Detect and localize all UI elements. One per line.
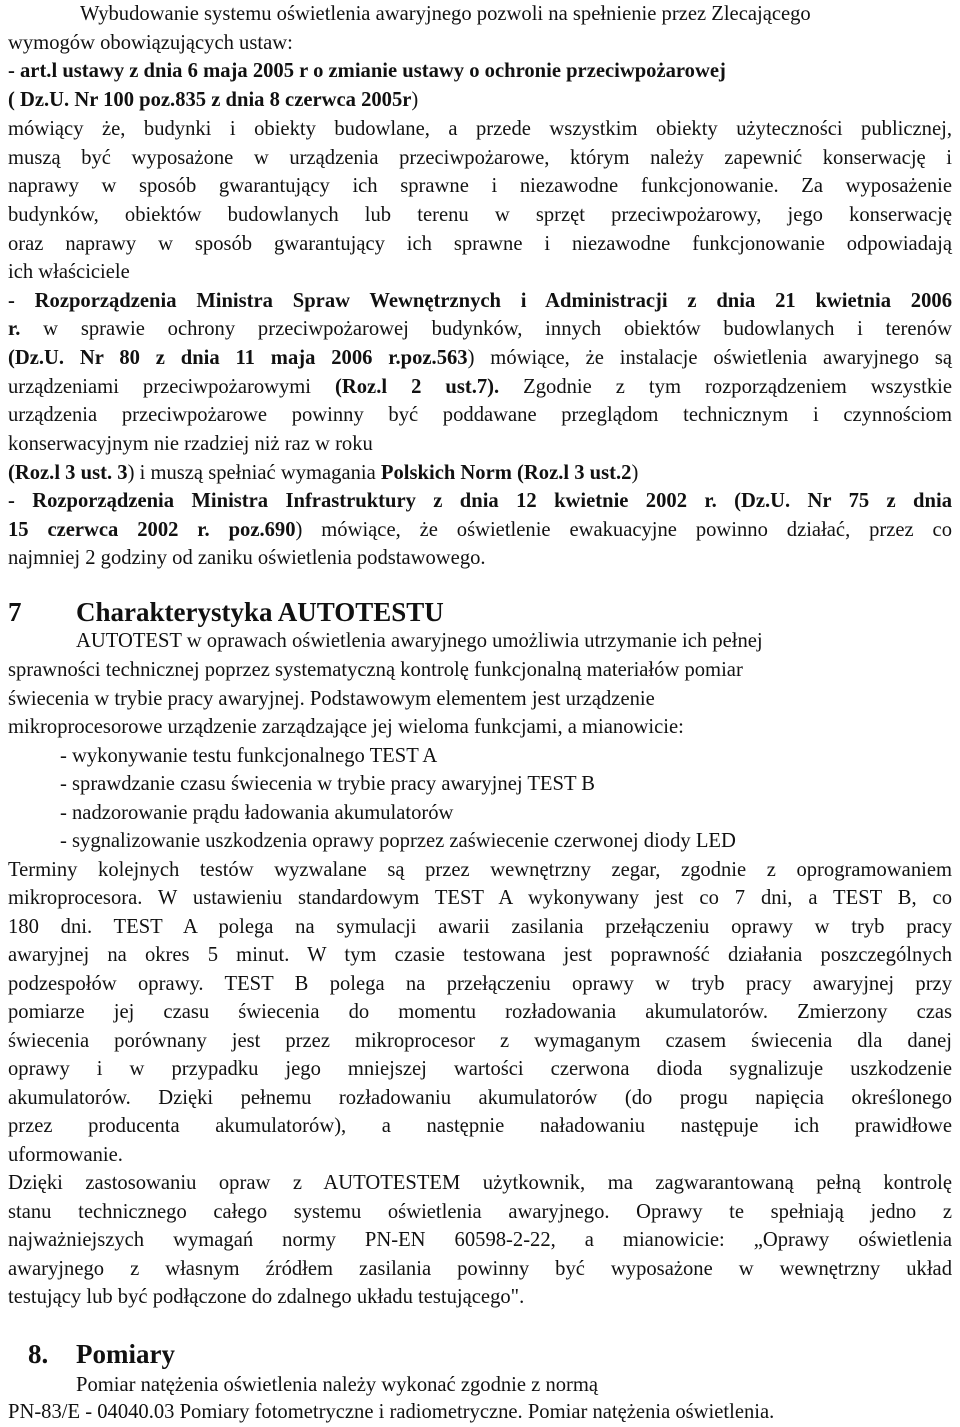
- intro-line-11: [8, 287, 952, 316]
- intro-line-1: Wybudowanie systemu oświetlenia awaryjnego pozwoli na spełnienie przez Zlecającego: [80, 3, 811, 25]
- regulation-bold: (Roz.l 3 ust. 3: [8, 462, 128, 484]
- intro-line-5: mówiący że, budynki i obiekty budowlane, a przede wszystkim obiekty użyteczności publicznej,: [8, 118, 952, 140]
- intro-line-14: [8, 373, 952, 402]
- para3-line: stanu technicznego całego systemu oświetlenia awaryjnego. Oprawy te spełniają jedno z: [8, 1201, 952, 1223]
- regulation-bold: - Rozporządzenia Ministra Spraw Wewnętrznych i Administracji z dnia 21 kwietnia 2006: [8, 290, 952, 312]
- text-run: Zgodnie z tym rozporządzeniem wszystkie: [499, 376, 952, 398]
- section-7-heading: [8, 596, 444, 628]
- section-number: 8.: [28, 1339, 49, 1369]
- intro-line-12: [8, 315, 952, 344]
- para3-line: najważniejszych wymagań normy PN-EN 60598-2-22, a mianowicie: „Oprawy oświetlenia: [8, 1229, 952, 1251]
- intro-line-6: muszą być wyposażone w urządzenia przeciwpożarowe, którym należy zapewnić konserwację i: [8, 147, 952, 169]
- section8-line-1: Pomiar natężenia oświetlenia należy wykonać zgodnie z normą: [76, 1374, 599, 1396]
- para2-line: pomiarze jej czasu świecenia do momentu rozładowania akumulatorów. Zmierzony czas: [8, 1001, 952, 1023]
- intro-line-2: wymogów obowiązujących ustaw:: [8, 32, 293, 54]
- text-run: ) mówiące, że oświetlenie ewakuacyjne powinno działać, przez co: [295, 519, 952, 541]
- intro-line-13: [8, 344, 952, 373]
- intro-line-4: [8, 86, 418, 115]
- section7-line-3: świecenia w trybie pracy awaryjnej. Podstawowym elementem jest urządzenie: [8, 688, 655, 710]
- para2-line: świecenia porównany jest przez mikroprocesor z wymaganym czasem świecenia dla danej: [8, 1030, 952, 1052]
- para2-line: awaryjnej na okres 5 minut. W tym czasie testowana jest poprawność działania poszczególnych: [8, 944, 952, 966]
- intro-line-16: konserwacyjnym nie rzadziej niż raz w roku: [8, 433, 373, 455]
- para3-line: awaryjnego z własnym źródłem zasilania powinny być wyposażone w wewnętrzny układ: [8, 1258, 952, 1280]
- list-item: - nadzorowanie prądu ładowania akumulatorów: [60, 802, 454, 824]
- section-number: 7: [8, 597, 22, 627]
- intro-line-19: [8, 516, 952, 545]
- regulation-bold: r.: [8, 318, 21, 340]
- regulation-bold: (Roz.l 2 ust.7).: [335, 376, 500, 398]
- para2-line: 180 dni. TEST A polega na symulacji awarii zasilania przełączeniu oprawy w tryb pracy: [8, 916, 952, 938]
- section7-line-1: AUTOTEST w oprawach oświetlenia awaryjnego umożliwia utrzymanie ich pełnej: [76, 630, 763, 652]
- intro-line-7: naprawy w sposób gwarantujący ich sprawne i niezawodne funkcjonowanie. Za wyposażenie: [8, 175, 952, 197]
- section-title: Pomiary: [76, 1339, 175, 1369]
- text-run: urządzeniami przeciwpożarowymi: [8, 376, 336, 398]
- intro-line-17: [8, 459, 638, 488]
- para2-line: oprawy i w przypadku jego mniejszej wartości czerwona dioda sygnalizuje uszkodzenie: [8, 1058, 952, 1080]
- section8-line-2: PN-83/E - 04040.03 Pomiary fotometryczne i radiometryczne. Pomiar natężenia oświetlenia.: [8, 1401, 775, 1423]
- intro-line-10: ich właściciele: [8, 261, 130, 283]
- text-run: ): [631, 462, 639, 484]
- regulation-bold: - Rozporządzenia Ministra Infrastruktury z dnia 12 kwietnie 2002 r. (Dz.U. Nr 75 z dnia: [8, 490, 952, 512]
- list-item: - sygnalizowanie uszkodzenia oprawy poprzez zaświecenie czerwonej diody LED: [60, 830, 736, 852]
- para2-line: przez producenta akumulatorów), a następnie naładowaniu następuje ich prawidłowe: [8, 1115, 952, 1137]
- regulation-bold: (Dz.U. Nr 80 z dnia 11 maja 2006 r.poz.563: [8, 347, 468, 369]
- para2-line: podzespołów oprawy. TEST B polega na przełączeniu oprawy w tryb pracy awaryjnej przy: [8, 973, 952, 995]
- intro-line-3: [8, 57, 726, 86]
- text-run: ) i muszą spełniać wymagania: [127, 462, 381, 484]
- text-run: ) mówiące, że instalacje oświetlenia awaryjnego są: [467, 347, 952, 369]
- intro-line-15: urządzenia przeciwpożarowe powinny być poddawane przeglądom technicznym i czynnościom: [8, 404, 952, 426]
- para3-line: Dzięki zastosowaniu opraw z AUTOTESTEM użytkownik, ma zagwarantowaną pełną kontrolę: [8, 1172, 952, 1194]
- para2-line: mikroprocesora. W ustawieniu standardowym TEST A wykonywany jest co 7 dni, a TEST B, co: [8, 887, 952, 909]
- para2-line: uformowanie.: [8, 1144, 123, 1166]
- text-run: w sprawie ochrony przeciwpożarowej budynków, innych obiektów budowlanych i terenów: [20, 318, 952, 340]
- intro-line-9: oraz naprawy w sposób gwarantujący ich sprawne i niezawodne funkcjonowanie odpowiadają: [8, 233, 952, 255]
- law-reference-bold: - art.l ustawy z dnia 6 maja 2005 r o zmianie ustawy o ochronie przeciwpożarowej: [8, 60, 726, 82]
- intro-line-18: [8, 487, 952, 516]
- section-8-heading: [28, 1338, 175, 1370]
- section-title: Charakterystyka AUTOTESTU: [76, 597, 444, 627]
- list-item: - wykonywanie testu funkcjonalnego TEST A: [60, 745, 438, 767]
- intro-line-8: budynków, obiektów budowlanych lub terenu w sprzęt przeciwpożarowy, jego konserwację: [8, 204, 952, 226]
- list-item: - sprawdzanie czasu świecenia w trybie pracy awaryjnej TEST B: [60, 773, 596, 795]
- para2-line: akumulatorów. Dzięki pełnemu rozładowaniu akumulatorów (do progu napięcia określonego: [8, 1087, 952, 1109]
- para2-line: Terminy kolejnych testów wyzwalane są przez wewnętrzny zegar, zgodnie z oprogramowaniem: [8, 859, 952, 881]
- regulation-bold: Polskich Norm (Roz.l 3 ust.2: [380, 462, 632, 484]
- section7-line-4: mikroprocesorowe urządzenie zarządzające jej wieloma funkcjami, a mianowicie:: [8, 716, 684, 738]
- intro-line-20: najmniej 2 godziny od zaniku oświetlenia podstawowego.: [8, 547, 486, 569]
- regulation-bold: 15 czerwca 2002 r. poz.690: [8, 519, 296, 541]
- law-reference-bold: ( Dz.U. Nr 100 poz.835 z dnia 8 czerwca 2005r: [8, 89, 412, 111]
- para3-line: testujący lub być podłączone do zdalnego układu testującego".: [8, 1286, 525, 1308]
- section7-line-2: sprawności technicznej poprzez systematyczną kontrolę funkcjonalną materiałów pomiar: [8, 659, 743, 681]
- text-run: ): [411, 89, 419, 111]
